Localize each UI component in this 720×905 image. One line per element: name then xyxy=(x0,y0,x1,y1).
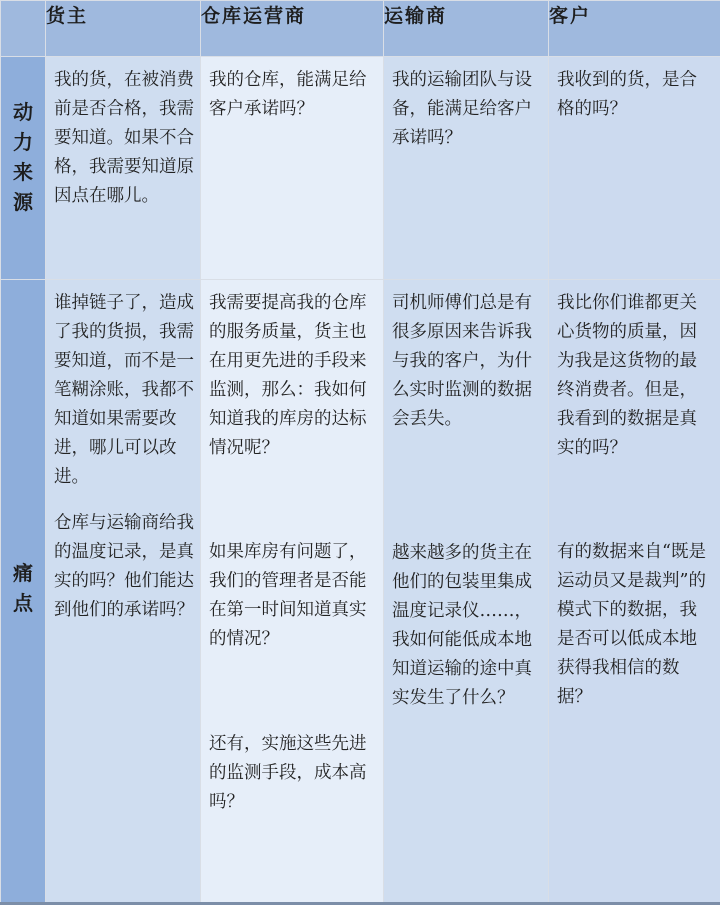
header-corner xyxy=(1,1,46,57)
row-label-pain-points: 痛 点 xyxy=(1,280,46,904)
pain-carrier-cell xyxy=(384,280,549,904)
header-carrier: 运输商 xyxy=(384,1,549,57)
motivation-row xyxy=(1,57,720,280)
motivation-carrier-cell: 我的运输团队与设备，能满足给客户承诺吗？ xyxy=(384,57,549,280)
header-customer: 客户 xyxy=(549,1,720,57)
pain-shipper-para-1: 谁掉链子了，造成了我的货损，我需要知道，而不是一笔糊涂账，我都不知道如果需要改进，哪儿可以改进。 xyxy=(54,293,194,487)
pain-carrier-para-2: 越来越多的货主在他们的包装里集成温度记录仪……，我如何能低成本地知道运输的途中真实发生了什么？ xyxy=(392,543,532,708)
header-row xyxy=(1,1,720,57)
motivation-customer-cell: 我收到的货，是合格的吗？ xyxy=(549,57,720,280)
pain-warehouse-para-3: 还有，实施这些先进的监测手段，成本高吗？ xyxy=(209,734,367,812)
pain-shipper-cell xyxy=(46,280,201,904)
pain-points-row xyxy=(1,280,720,904)
pain-carrier-para-1: 司机师傅们总是有很多原因来告诉我与我的客户，为什么实时监测的数据会丢失。 xyxy=(392,293,532,429)
pain-customer-para-2: 有的数据来自“既是运动员又是裁判”的模式下的数据，我是否可以低成本地获得我相信的数据？ xyxy=(557,542,706,707)
header-warehouse-operator: 仓库运营商 xyxy=(201,1,384,57)
pain-warehouse-cell xyxy=(201,280,384,904)
motivation-warehouse-cell: 我的仓库，能满足给客户承诺吗？ xyxy=(201,57,384,280)
header-shipper: 货主 xyxy=(46,1,201,57)
pain-customer-cell xyxy=(549,280,720,904)
row-label-motivation: 动 力 来 源 xyxy=(1,57,46,280)
pain-shipper-para-2: 仓库与运输商给我的温度记录，是真实的吗？他们能达到他们的承诺吗？ xyxy=(54,513,194,620)
motivation-shipper-cell: 我的货，在被消费前是否合格，我需要知道。如果不合格，我需要知道原因点在哪儿。 xyxy=(46,57,201,280)
pain-customer-para-1: 我比你们谁都更关心货物的质量，因为我是这货物的最终消费者。但是，我看到的数据是真实的吗？ xyxy=(557,293,697,458)
pain-warehouse-para-1: 我需要提高我的仓库的服务质量，货主也在用更先进的手段来监测，那么：我如何知道我的库房的达标情况呢？ xyxy=(209,293,367,458)
pain-warehouse-para-2: 如果库房有问题了，我们的管理者是否能在第一时间知道真实的情况？ xyxy=(209,542,367,649)
